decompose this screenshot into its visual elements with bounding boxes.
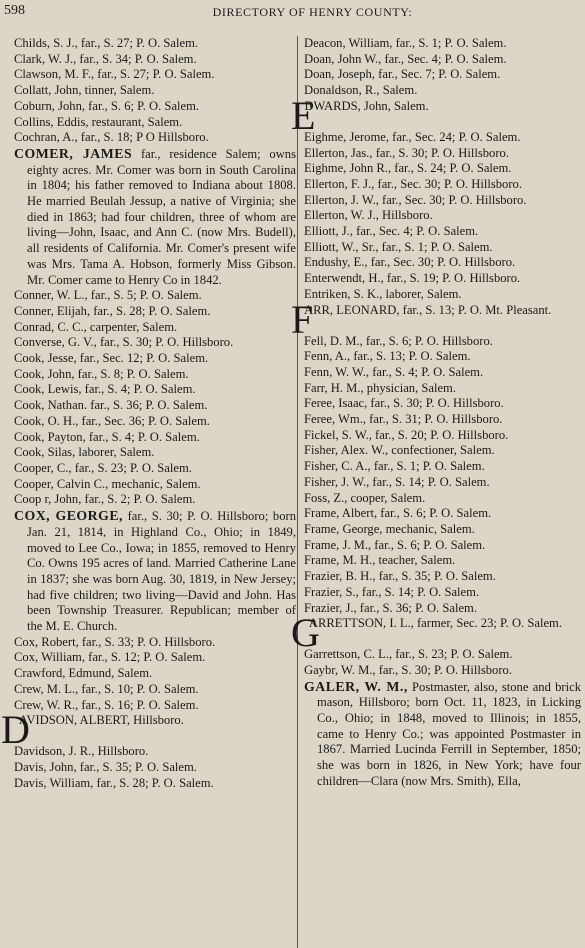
directory-entry: Cochran, A., far., S. 18; P O Hillsboro. bbox=[14, 130, 209, 145]
directory-entry: Cook, Lewis, far., S. 4; P. O. Salem. bbox=[14, 382, 196, 397]
biography-name: COMER, JAMES bbox=[14, 145, 133, 161]
biography-entry bbox=[14, 508, 296, 635]
column-divider bbox=[297, 36, 298, 948]
directory-entry: Crew, M. L., far., S. 10; P. O. Salem. bbox=[14, 681, 199, 696]
directory-entry: Fisher, C. A., far., S. 1; P. O. Salem. bbox=[304, 459, 485, 474]
directory-entry: Davis, William, far., S. 28; P. O. Salem. bbox=[14, 775, 214, 790]
directory-entry: Frazier, B. H., far., S. 35; P. O. Salem. bbox=[304, 569, 496, 584]
directory-entry: Ellerton, J. W., far., Sec. 30; P. O. Hillsboro. bbox=[304, 192, 527, 207]
directory-entry: Doan, John W., far., Sec. 4; P. O. Salem. bbox=[304, 51, 507, 66]
running-title: DIRECTORY OF HENRY COUNTY: bbox=[212, 5, 413, 19]
directory-entry: Cook, Jesse, far., Sec. 12; P. O. Salem. bbox=[14, 351, 209, 366]
directory-entry: Donaldson, R., Salem. bbox=[304, 83, 418, 98]
directory-entry: Frame, Albert, far., S. 6; P. O. Salem. bbox=[304, 506, 492, 521]
directory-entry: Garrettson, C. L., far., S. 23; P. O. Salem. bbox=[304, 647, 513, 662]
section-entry-text: AVIDSON, ALBERT, Hillsboro. bbox=[18, 713, 184, 728]
directory-entry: Cook, Silas, laborer, Salem. bbox=[14, 445, 155, 460]
directory-entry: Feree, Isaac, far., S. 30; P. O. Hillsboro. bbox=[304, 396, 504, 411]
directory-entry: Frame, J. M., far., S. 6; P. O. Salem. bbox=[304, 537, 486, 552]
drop-cap-letter: F bbox=[291, 296, 314, 342]
directory-entry: Coop r, John, far., S. 2; P. O. Salem. bbox=[14, 492, 196, 507]
directory-entry: Conrad, C. C., carpenter, Salem. bbox=[14, 319, 178, 334]
directory-entry: Enterwendt, H., far., S. 19; P. O. Hillsboro. bbox=[304, 271, 521, 286]
directory-entry: Endushy, E., far., Sec. 30; P. O. Hillsboro. bbox=[304, 255, 516, 270]
drop-cap-letter: G bbox=[291, 610, 320, 656]
biography-name: COX, GEORGE, bbox=[14, 508, 123, 524]
directory-entry: Feree, Wm., far., S. 31; P. O. Hillsboro. bbox=[304, 412, 503, 427]
directory-entry: Cook, O. H., far., Sec. 36; P. O. Salem. bbox=[14, 413, 210, 428]
directory-entry: Gaybr, W. M., far., S. 30; P. O. Hillsboro. bbox=[304, 662, 512, 677]
directory-entry: Cox, Robert, far., S. 33; P. O. Hillsboro. bbox=[14, 634, 216, 649]
directory-entry: Coburn, John, far., S. 6; P. O. Salem. bbox=[14, 98, 200, 113]
directory-entry: Frazier, S., far., S. 14; P. O. Salem. bbox=[304, 584, 480, 599]
directory-entry: Fenn, W. W., far., S. 4; P. O. Salem. bbox=[304, 364, 484, 379]
directory-entry: Clark, W. J., far., S. 34; P. O. Salem. bbox=[14, 51, 197, 66]
directory-entry: Clawson, M. F., far., S. 27; P. O. Salem. bbox=[14, 67, 215, 82]
section-entry-text: DWARDS, John, Salem. bbox=[304, 98, 429, 113]
directory-entry: Deacon, William, far., S. 1; P. O. Salem. bbox=[304, 36, 507, 50]
directory-entry: Eighme, Jerome, far., Sec. 24; P. O. Salem. bbox=[304, 129, 521, 144]
directory-entry: Conner, W. L., far., S. 5; P. O. Salem. bbox=[14, 288, 202, 303]
directory-entry: Conner, Elijah, far., S. 28; P. O. Salem. bbox=[14, 303, 211, 318]
directory-entry: Cooper, C., far., S. 23; P. O. Salem. bbox=[14, 460, 192, 475]
directory-entry: Cook, John, far., S. 8; P. O. Salem. bbox=[14, 366, 189, 381]
drop-cap-letter: E bbox=[291, 92, 316, 138]
directory-entry: Ellerton, W. J., Hillsboro. bbox=[304, 208, 433, 223]
section-entry-text: ARRETTSON, I. L., farmer, Sec. 23; P. O. Salem. bbox=[308, 616, 562, 631]
directory-entry: Fell, D. M., far., S. 6; P. O. Hillsboro. bbox=[304, 333, 493, 348]
biography-text: far., residence Salem; owns eighty acres. Mr. Comer was born in South Carolina in 1804; his father removed to Indiana about 1808. He married Beulah Jessup, a native of Virginia; she died in 1863; had four children, three of whom are living—John, Isaac, and Ann C. (now Mrs. Budell), all residents of California. Mr. Comer's present wife was Mrs. Tama A. Hobson, formerly Miss Gibson. Mr. Comer came to Henry Co in 1842. bbox=[27, 146, 296, 287]
directory-entry: Fisher, J. W., far., S. 14; P. O. Salem. bbox=[304, 474, 490, 489]
page-number: 598 bbox=[4, 3, 25, 18]
directory-entry: Eighme, John R., far., S. 24; P. O. Salem. bbox=[304, 161, 512, 176]
directory-entry: Ellerton, Jas., far., S. 30; P. O. Hillsboro. bbox=[304, 145, 509, 160]
directory-entry: Davis, John, far., S. 35; P. O. Salem. bbox=[14, 759, 197, 774]
biography-name: GALER, W. M., bbox=[304, 678, 408, 694]
directory-entry: Frame, M. H., teacher, Salem. bbox=[304, 553, 456, 568]
directory-entry: Elliott, J., far., Sec. 4; P. O. Salem. bbox=[304, 224, 479, 239]
directory-entry: Collins, Eddis, restaurant, Salem. bbox=[14, 114, 183, 129]
page-header bbox=[0, 2, 585, 24]
directory-entry: Crew, W. R., far., S. 16; P. O. Salem. bbox=[14, 697, 199, 712]
directory-entry: Cooper, Calvin C., mechanic, Salem. bbox=[14, 476, 201, 491]
directory-entry: Fenn, A., far., S. 13; P. O. Salem. bbox=[304, 349, 471, 364]
directory-entry: Foss, Z., cooper, Salem. bbox=[304, 490, 426, 505]
left-column bbox=[1, 36, 296, 948]
directory-entry: Entriken, S. K., laborer, Salem. bbox=[304, 286, 462, 301]
directory-entry: Collatt, John, tinner, Salem. bbox=[14, 83, 155, 98]
directory-entry: Crawford, Edmund, Salem. bbox=[14, 666, 153, 681]
directory-entry: Cook, Nathan. far., S. 36; P. O. Salem. bbox=[14, 398, 208, 413]
directory-entry: Converse, G. V., far., S. 30; P. O. Hillsboro. bbox=[14, 335, 234, 350]
directory-entry: Frazier, J., far., S. 36; P. O. Salem. bbox=[304, 600, 477, 615]
section-entry-text: ARR, LEONARD, far., S. 13; P. O. Mt. Pleasant. bbox=[304, 302, 552, 317]
biography-entry bbox=[14, 146, 296, 288]
directory-entry: Davidson, J. R., Hillsboro. bbox=[14, 744, 149, 759]
directory-entry: Childs, S. J., far., S. 27; P. O. Salem. bbox=[14, 36, 199, 50]
biography-entry bbox=[304, 679, 581, 790]
directory-entry: Elliott, W., Sr., far., S. 1; P. O. Salem. bbox=[304, 239, 493, 254]
directory-entry: Cook, Payton, far., S. 4; P. O. Salem. bbox=[14, 429, 200, 444]
directory-entry: Doan, Joseph, far., Sec. 7; P. O. Salem. bbox=[304, 67, 501, 82]
directory-entry: Fickel, S. W., far., S. 20; P. O. Hillsboro. bbox=[304, 427, 509, 442]
biography-text: Postmaster, also, stone and brick mason, Hillsboro; born Oct. 11, 1823, in Licking Co., Ohio; in 1848, moved to Illinois; in 1855, came to Henry Co.; was appointed Postmaster in 1867. Married Lucinda Ferrill in September, 1850; she was born in 1826, in New York; have four children—Clara (now Mrs. Smith), Ella, bbox=[317, 679, 582, 788]
directory-entry: Farr, H. M., physician, Salem. bbox=[304, 380, 456, 395]
right-column bbox=[291, 36, 582, 948]
directory-entry: Fisher, Alex. W., confectioner, Salem. bbox=[304, 443, 495, 458]
directory-entry: Ellerton, F. J., far., Sec. 30; P. O. Hillsboro. bbox=[304, 176, 522, 191]
directory-entry: Frame, George, mechanic, Salem. bbox=[304, 521, 475, 536]
directory-entry: Cox, William, far., S. 12; P. O. Salem. bbox=[14, 650, 206, 665]
biography-text: far., S. 30; P. O. Hillsboro; born Jan. 21, 1814, in Highland Co., Ohio; in 1849, moved to Lee Co., Iowa; in 1855, removed to Henry Co. Owns 195 acres of land. Married Catherine Lane in 1837; she was born Aug. 30, 1819, in New Jersey; had five children; two living—David and John. Has been Township Treasurer. Republican; member of the M. E. Church. bbox=[27, 509, 296, 634]
drop-cap-letter: D bbox=[1, 707, 30, 753]
